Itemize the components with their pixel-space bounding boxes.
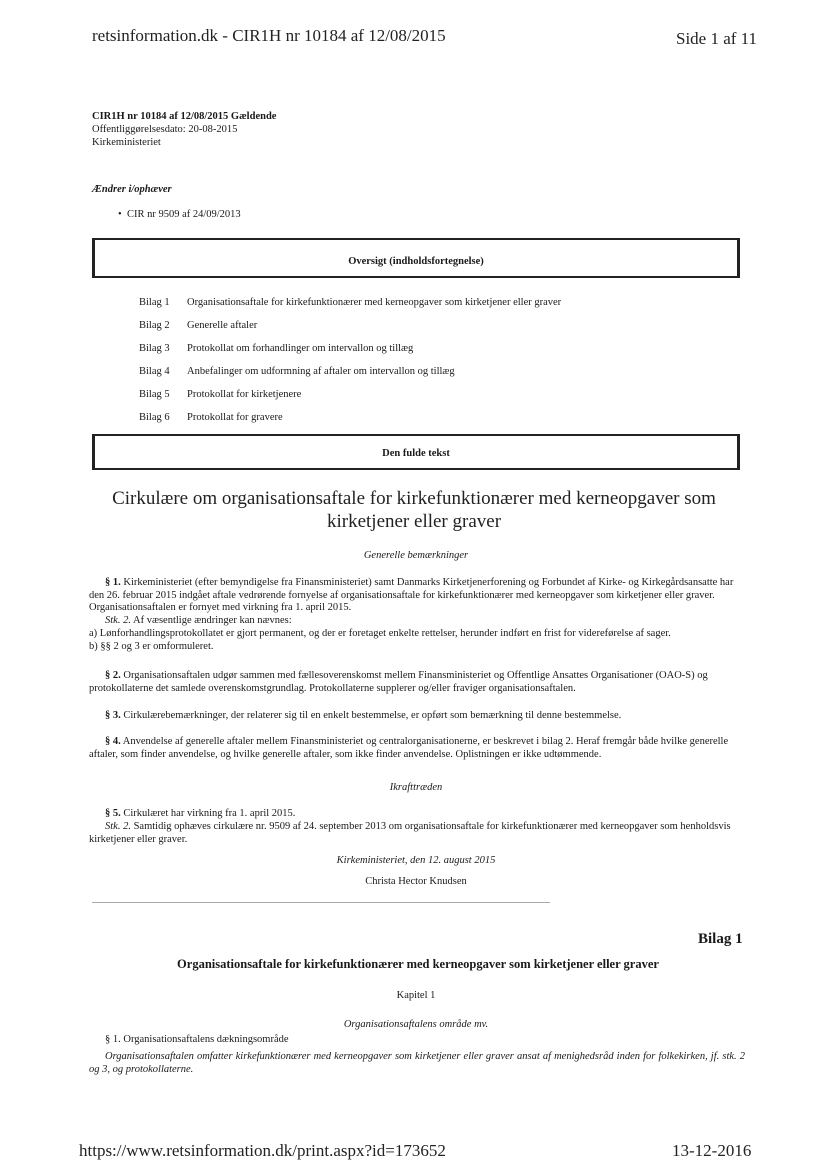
- stk-label: Stk. 2.: [105, 821, 131, 832]
- toc-item-text: Protokollat for kirketjenere: [187, 389, 302, 400]
- toc-item-num: Bilag 6: [139, 412, 170, 423]
- ministry: Kirkeministeriet: [92, 137, 161, 148]
- changes-heading: Ændrer i/ophæver: [92, 184, 172, 195]
- section-number: § 5.: [105, 808, 121, 819]
- general-heading: Generelle bemærkninger: [363, 550, 469, 561]
- bilag-section-1-text: Organisationsaftalen omfatter kirkefunktionærer med kerneopgaver som kirketjener eller graver ansat af menighedsråd inden for folkekirken, jf. stk. 2 og 3, og protokollaterne.: [89, 1051, 745, 1075]
- paragraph-5-stk2: [89, 821, 745, 846]
- toc-item[interactable]: [139, 320, 257, 331]
- section-number: § 1.: [105, 577, 121, 588]
- changes-item-link[interactable]: CIR nr 9509 af 24/09/2013: [126, 209, 241, 220]
- section-number: § 3.: [105, 710, 121, 721]
- toc-item-num: Bilag 1: [139, 297, 170, 308]
- stk-label: Stk. 2.: [105, 615, 131, 626]
- document-meta: [92, 110, 276, 149]
- paragraph-text: Cirkulærebemærkninger, der relaterer sig til en enkelt bestemmelse, er opført som bemærkning til denne bestemmelse.: [123, 710, 622, 721]
- paragraph-text: Anvendelse af generelle aftaler mellem Finansministeriet og centralorganisationerne, er beskrevet i bilag 2. Heraf fremgår både hvilke generelle aftaler, som finder anvendelse, og hvilke generelle aftaler, som ikke finder anvendelse. Oplistningen er ikke udtømmende.: [89, 736, 729, 760]
- paragraph-text: Cirkulæret har virkning fra 1. april 2015.: [123, 808, 296, 819]
- bilag-label: Bilag 1: [698, 931, 743, 947]
- list-item-b: b) §§ 2 og 3 er omformuleret.: [89, 641, 214, 652]
- paragraph-3: [89, 710, 743, 723]
- fulltext-box: [92, 434, 740, 470]
- section-number: § 1.: [105, 1034, 121, 1045]
- paragraph-1-stk2: [105, 615, 292, 628]
- fulltext-label: Den fulde tekst: [382, 448, 450, 459]
- divider: [92, 902, 550, 903]
- paragraph-text: Organisationsaftalen udgør sammen med fællesoverenskomst mellem Finansministeriet og Offentlige Ansattes Organisationer (OAO-S) og protokollaterne det samlede overenskomstgrundlag. Protokollaterne supplerer og/eller fraviger organisationsaftalen.: [89, 670, 708, 694]
- signoff-place: Kirkeministeriet, den 12. august 2015: [336, 855, 496, 866]
- print-footer-url: https://www.retsinformation.dk/print.aspx?id=173652: [79, 1141, 446, 1160]
- document-id: CIR1H nr 10184 af 12/08/2015 Gældende: [92, 111, 277, 122]
- chapter-heading: Kapitel 1: [396, 990, 436, 1001]
- print-header-page: Side 1 af 11: [676, 29, 758, 48]
- toc-item-text: Organisationsaftale for kirkefunktionærer med kerneopgaver som kirketjener eller graver: [187, 297, 562, 308]
- toc-item[interactable]: [139, 412, 283, 423]
- toc-item-text: Protokollat for gravere: [187, 412, 283, 423]
- paragraph-5: [105, 808, 295, 821]
- publication-date: Offentliggørelsesdato: 20-08-2015: [92, 124, 238, 135]
- section-heading: Organisationsaftalens dækningsområde: [123, 1034, 289, 1045]
- signoff-name: Christa Hector Knudsen: [365, 876, 467, 887]
- toc-item[interactable]: [139, 297, 561, 308]
- paragraph-2: [89, 670, 743, 695]
- toc-item-text: Anbefalinger om udformning af aftaler om intervallon og tillæg: [187, 366, 455, 377]
- toc-item-num: Bilag 3: [139, 343, 170, 354]
- list-item-a: a) Lønforhandlingsprotokollatet er gjort permanent, og der er foretaget enkelte rettelser, herunder indført en frist for videreførelse af sager.: [89, 628, 671, 639]
- changes-item: [118, 208, 241, 221]
- toc-item[interactable]: [139, 343, 413, 354]
- toc-item-num: Bilag 4: [139, 366, 170, 377]
- ikraft-heading: Ikrafttræden: [389, 782, 443, 793]
- print-footer-date: 13-12-2016: [672, 1141, 752, 1160]
- toc-item-num: Bilag 5: [139, 389, 170, 400]
- toc-item[interactable]: [139, 366, 455, 377]
- toc-title: Oversigt (indholdsfortegnelse): [348, 256, 484, 267]
- bilag-title: Organisationsaftale for kirkefunktionærer med kerneopgaver som kirketjener eller graver: [177, 957, 659, 971]
- toc-item-text: Generelle aftaler: [187, 320, 258, 331]
- section-number: § 2.: [105, 670, 121, 681]
- section-number: § 4.: [105, 736, 121, 747]
- bullet-icon: •: [118, 209, 122, 220]
- toc-item-text: Protokollat om forhandlinger om intervallon og tillæg: [187, 343, 414, 354]
- paragraph-1: [89, 577, 743, 615]
- toc-item-num: Bilag 2: [139, 320, 170, 331]
- toc-box: [92, 238, 740, 278]
- circular-title: Cirkulære om organisationsaftale for kirkefunktionærer med kerneopgaver som kirketjener eller graver: [112, 488, 716, 532]
- print-header-source: retsinformation.dk - CIR1H nr 10184 af 12/08/2015: [92, 26, 446, 45]
- chapter-subheading: Organisationsaftalens område mv.: [343, 1019, 489, 1030]
- paragraph-text: Kirkeministeriet (efter bemyndigelse fra Finansministeriet) samt Danmarks Kirketjenerforening og Forbundet af Kirke- og Kirkegårdsansatte har den 26. februar 2015 indgået aftale vedrørende fornyelse af organisationsaftale for kirkefunktionærer med kerneopgaver som kirketjener eller graver. Organisationsaftalen er fornyet med virkning fra 1. april 2015.: [89, 577, 734, 613]
- paragraph-text: Samtidig ophæves cirkulære nr. 9509 af 24. september 2013 om organisationsaftale for kirkefunktionærer med kerneopgaver som henholdsvis kirketjener eller graver.: [89, 821, 731, 845]
- paragraph-text: Af væsentlige ændringer kan nævnes:: [133, 615, 292, 626]
- bilag-section-1: [105, 1034, 289, 1047]
- paragraph-4: [89, 736, 743, 761]
- toc-item[interactable]: [139, 389, 301, 400]
